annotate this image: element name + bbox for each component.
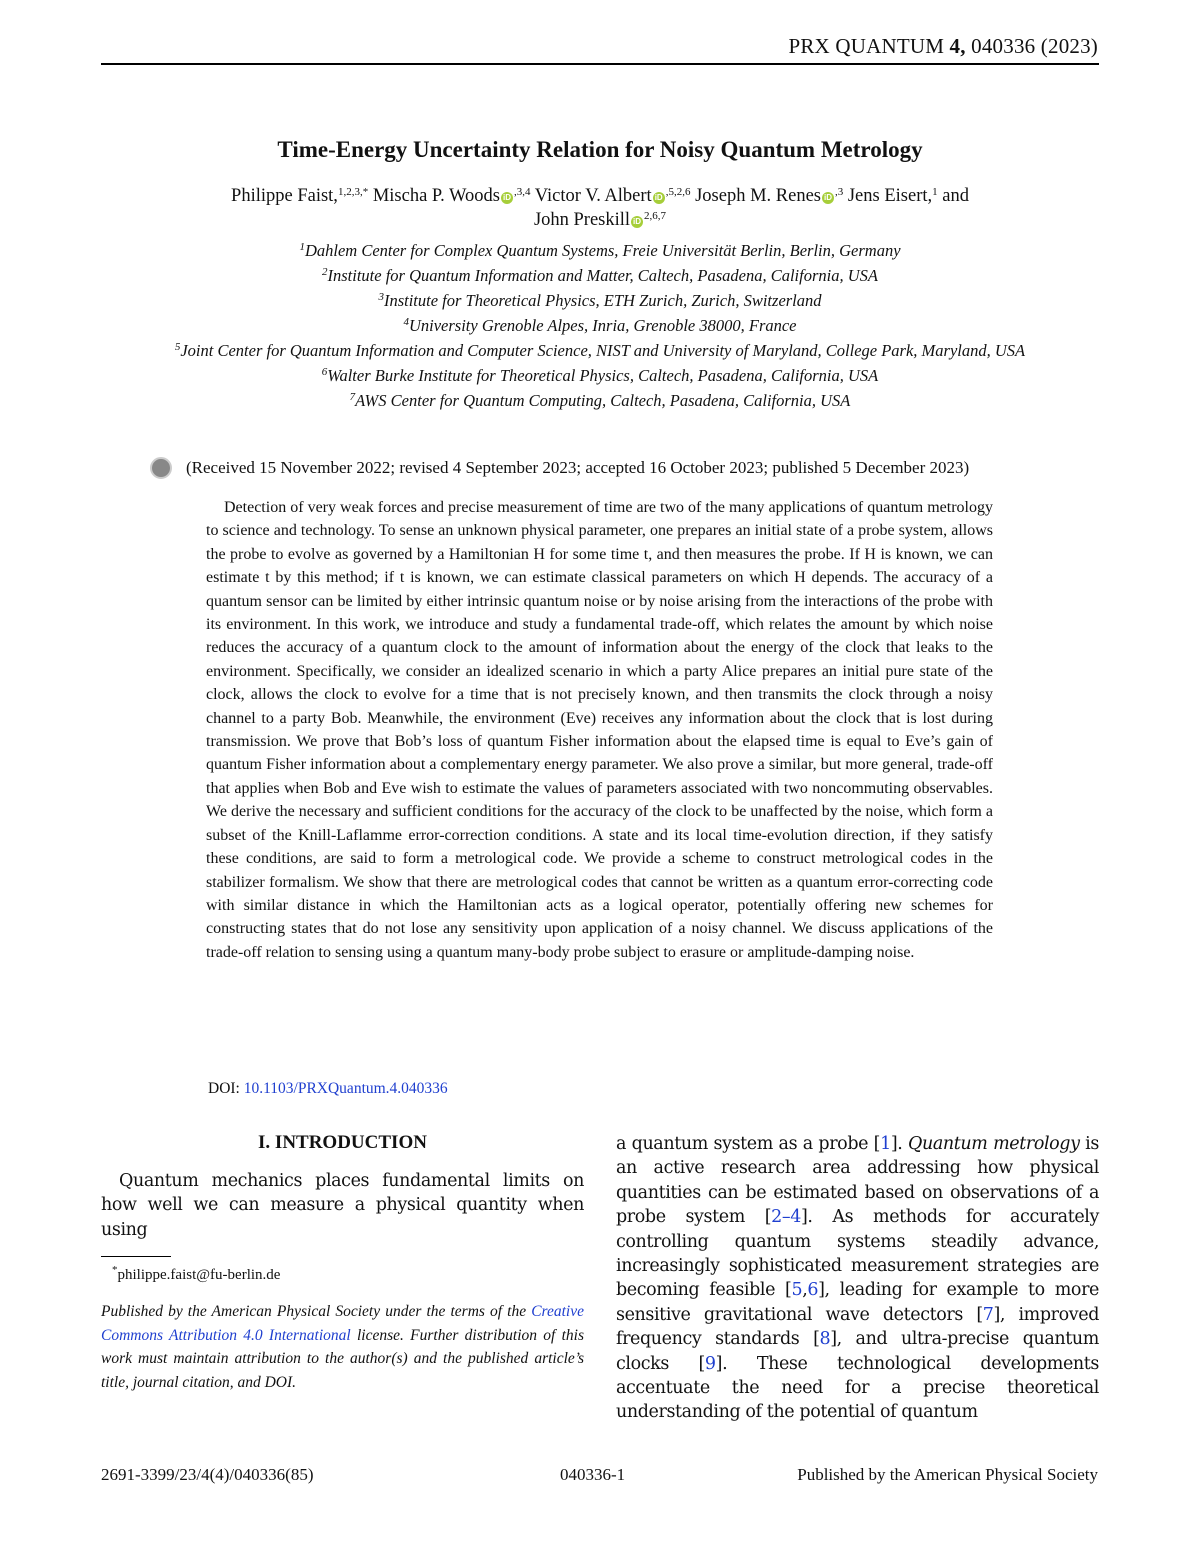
paper-title: Time-Energy Uncertainty Relation for Noisy Quantum Metrology (277, 137, 923, 162)
author: and (942, 186, 969, 206)
right-column (616, 1132, 1099, 1425)
author: Mischa P. Woods iD $^{,3,4}$ (372, 186, 531, 206)
footnote-rule (101, 1256, 171, 1257)
abstract-text: Detection of very weak forces and precise measurement of time are two of the many applications of quantum metrology to science and technology. To sense an unknown physical parameter, one prepares an initial state of a probe system, allows the probe to evolve as governed by a Hamiltonian H for some time t, and then measures the probe. If H is known, we can estimate t by this method; if t is known, we can estimate classical parameters on which H depends. The accuracy of a quantum sensor can be limited by either intrinsic quantum noise or by noise arising from the interactions of the probe with its environment. In this work, we introduce and study a fundamental trade-off, which relates the amount by which noise reduces the accuracy of a quantum clock to the amount of information about the energy of the clock that leaks to the environment. Specifically, we consider an idealized scenario in which a party Alice prepares an initial pure state of the clock, allows the clock to evolve for a time that is not precisely known, and then transmits the clock through a noisy channel to a party Bob. Meanwhile, the environment (Eve) receives any information about the clock that is lost during transmission. We prove that Bob’s loss of quantum Fisher information about the elapsed time is equal to Eve’s gain of quantum Fisher information about a complementary energy parameter. We also prove a similar, but more general, trade-off that applies when Bob and Eve wish to estimate the values of parameters associated with two noncommuting observables. We derive the necessary and sufficient conditions for the accuracy of the clock to be unaffected by the noise, which form a subset of the Knill-Laflamme error-correction conditions. A state and its local time-evolution direction, if they satisfy these conditions, are said to form a metrological code. We provide a scheme to construct metrological codes in the stabilizer formalism. We show that there are metrological codes that cannot be written as a quantum error-correcting code with similar distance in which the Hamiltonian acts as a logical operator, potentially offering new schemes for constructing states that do not lose any sensitivity upon application of a noisy channel. We discuss applications of the trade-off relation to sensing using a quantum many-body probe subject to erasure or amplitude-damping noise. (206, 499, 993, 961)
citation-link[interactable]: 6 (807, 1280, 819, 1301)
author: John Preskill iD $^{2,6,7}$ (533, 210, 667, 230)
affiliation-list (100, 238, 1100, 413)
affiliation-item: $^3$Institute for Theoretical Physics, ETH Zurich, Zurich, Switzerland (378, 291, 822, 310)
author: Philippe Faist,$^{1,2,3,*}$ (231, 186, 369, 206)
footer-publisher: Published by the American Physical Society (797, 1465, 1098, 1484)
affiliation-item: $^1$Dahlem Center for Complex Quantum Systems, Freie Universität Berlin, Berlin, Germany (299, 241, 901, 260)
author: Joseph M. Renes iD $^{,3}$ (695, 186, 844, 206)
footer-page-number: 040336-1 (560, 1465, 626, 1484)
author: Jens Eisert,$^1$ (847, 186, 938, 206)
affiliation-item: $^4$University Grenoble Alpes, Inria, Grenoble 38000, France (403, 316, 797, 335)
author: Victor V. Albert iD $^{,5,2,6}$ (534, 186, 691, 206)
intro-paragraph-continued: a quantum system as a probe [1]. Quantum metrology is an active research area addressing how physical quantities can be estimated based on observations of a probe system [2–4]. As methods for accurately controlling quantum systems steadily advance, increasingly sophisticated measurement strategies are becoming feasible [5,6], leading for example to more sensitive gravitational wave detectors [7], improved frequency standards [8], and ultra-precise quantum clocks [9]. These technological developments accentuate the need for a precise theoretical understanding of the potential of quantum (616, 1134, 1099, 1423)
orcid-icon[interactable]: iD (654, 193, 663, 202)
author-list (150, 184, 1050, 232)
citation-link[interactable]: 2–4 (771, 1207, 801, 1228)
citation-link[interactable]: 8 (819, 1329, 831, 1350)
citation-link[interactable]: 5 (791, 1280, 803, 1301)
check-for-updates-icon[interactable] (150, 457, 172, 479)
orcid-icon[interactable]: iD (502, 193, 511, 202)
citation-link[interactable]: 7 (982, 1304, 994, 1325)
received-dates: (Received 15 November 2022; revised 4 September 2023; accepted 16 October 2023; published 5 December 2023) (150, 457, 1050, 479)
license-link[interactable]: Creative Commons Attribution 4.0 International (101, 1303, 584, 1344)
author-email[interactable]: philippe.faist@fu-berlin.de (117, 1267, 281, 1283)
abstract (206, 496, 993, 964)
citation-link[interactable]: 9 (704, 1353, 716, 1374)
corresponding-author-footnote: *philippe.faist@fu-berlin.de (112, 1264, 281, 1283)
orcid-icon[interactable]: iD (633, 217, 642, 226)
citation-link[interactable]: 1 (880, 1134, 891, 1154)
journal-header: PRX QUANTUM 4, 040336 (2023) (788, 34, 1098, 58)
affiliation-item: $^6$Walter Burke Institute for Theoretical Physics, Caltech, Pasadena, California, USA (321, 366, 879, 385)
affiliation-item: $^5$Joint Center for Quantum Information and Computer Science, NIST and University of Maryland, College Park, Maryland, USA (174, 341, 1026, 360)
doi-link[interactable]: 10.1103/PRXQuantum.4.040336 (243, 1080, 448, 1097)
left-column (101, 1132, 584, 1242)
header-rule (101, 63, 1099, 65)
intro-paragraph: Quantum mechanics places fundamental limits on how well we can measure a physical quantity when using (101, 1171, 584, 1240)
footer-issn: 2691-3399/23/4(4)/040336(85) (101, 1465, 314, 1484)
orcid-icon[interactable]: iD (823, 193, 832, 202)
affiliation-item: $^2$Institute for Quantum Information and Matter, Caltech, Pasadena, California, USA (322, 266, 878, 285)
doi: DOI: 10.1103/PRXQuantum.4.040336 (208, 1080, 448, 1097)
section-heading: I. INTRODUCTION (258, 1132, 427, 1153)
affiliation-item: $^7$AWS Center for Quantum Computing, Caltech, Pasadena, California, USA (349, 391, 851, 410)
license-notice: Published by the American Physical Society under the terms of the Creative Commons Attribution 4.0 International license. Further distribution of this work must maintain attribution to the author(s) and the published article’s title, journal citation, and DOI. (101, 1303, 584, 1391)
